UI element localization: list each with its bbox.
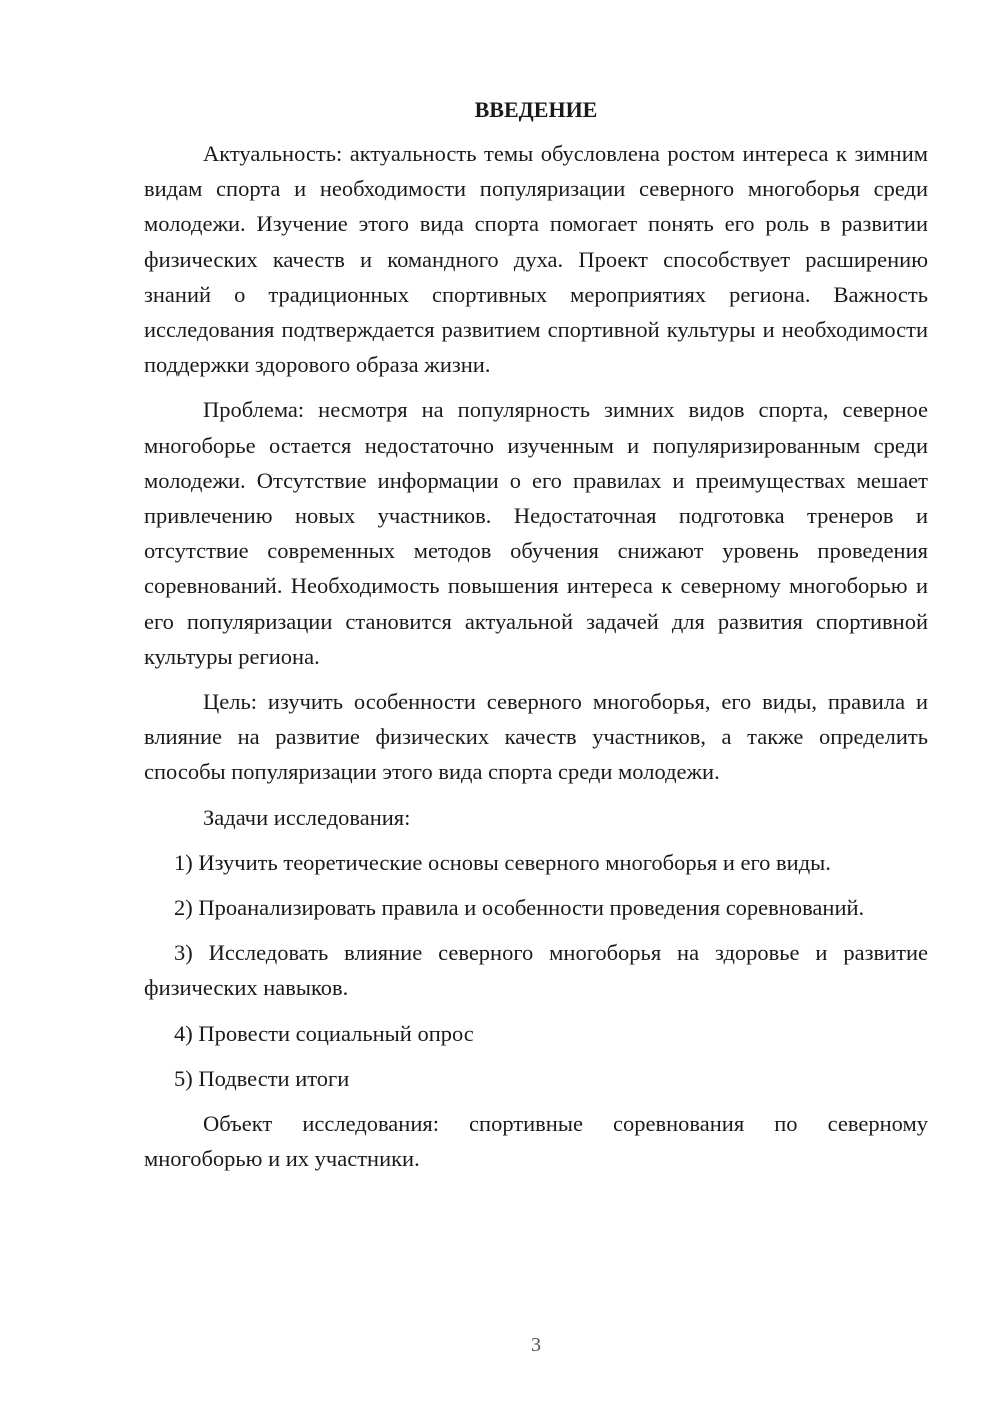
task-item-5: 5) Подвести итоги bbox=[174, 1065, 350, 1091]
task-item-4: 4) Провести социальный опрос bbox=[174, 1020, 474, 1046]
paragraph-problem: Проблема: несмотря на популярность зимних видов спорта, северное многоборье остается недостаточно изученным и популяризированным среди молодежи. Отсутствие информации о его правилах и преимуществах мешает привлечению новых участников. Недостаточная подготовка тренеров и отсутствие современных методов обучения снижают уровень проведения соревнований. Необходимость повышения интереса к северному многоборью и его популяризации становится актуальной задачей для развития спортивной культуры региона. bbox=[144, 397, 928, 669]
task-item-1: 1) Изучить теоретические основы северного многоборья и его виды. bbox=[174, 849, 831, 875]
task-item-3: 3) Исследовать влияние северного многоборья на здоровье и развитие физических навыков. bbox=[144, 940, 928, 1001]
page-number: 3 bbox=[531, 1334, 541, 1356]
paragraph-object: Объект исследования: спортивные соревнования по северному многоборью и их участники. bbox=[144, 1111, 928, 1172]
paragraph-relevance: Актуальность: актуальность темы обусловлена ростом интереса к зимним видам спорта и необходимости популяризации северного многоборья среди молодежи. Изучение этого вида спорта помогает понять его роль в развитии физических качеств и командного духа. Проект способствует расширению знаний о традиционных спортивных мероприятиях региона. Важность исследования подтверждается развитием спортивной культуры и необходимости поддержки здорового образа жизни. bbox=[144, 141, 928, 378]
tasks-heading: Задачи исследования: bbox=[203, 804, 411, 830]
paragraph-goal: Цель: изучить особенности северного многоборья, его виды, правила и влияние на развитие физических качеств участников, а также определить способы популяризации этого вида спорта среди молодежи. bbox=[144, 689, 928, 785]
task-item-2: 2) Проанализировать правила и особенности проведения соревнований. bbox=[174, 895, 865, 921]
document-page bbox=[144, 96, 928, 1186]
page-title: ВВЕДЕНИЕ bbox=[474, 97, 598, 122]
